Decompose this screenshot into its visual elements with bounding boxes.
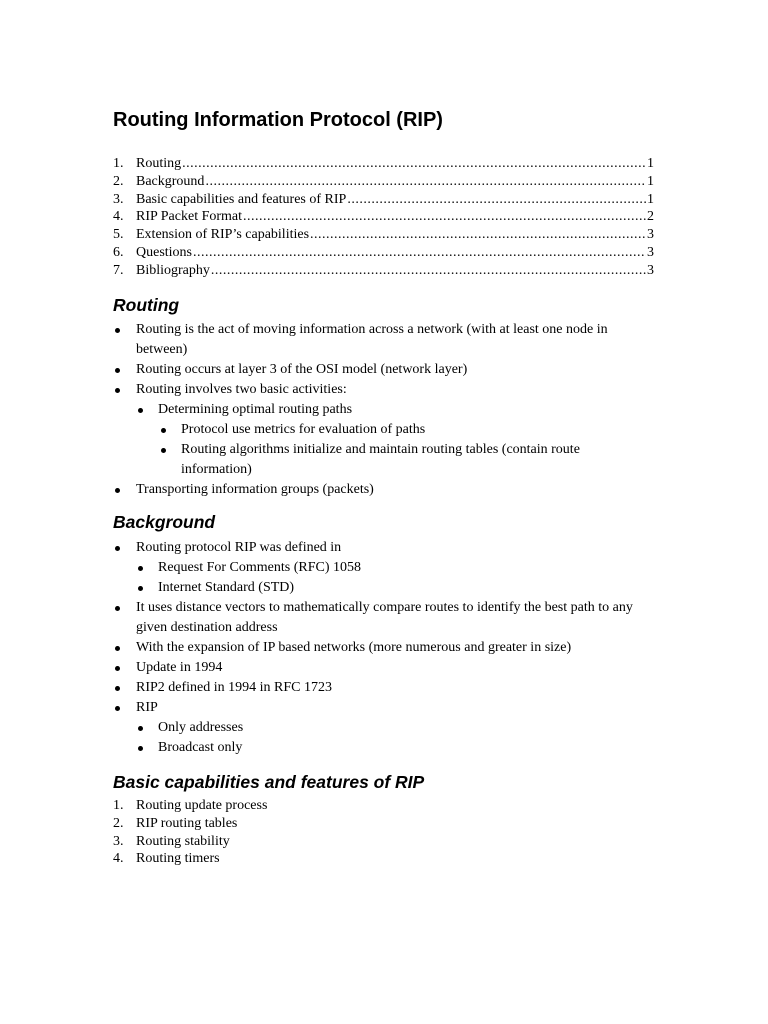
- list-item: [113, 850, 653, 868]
- bullet-icon: [115, 328, 120, 333]
- list-item-text: Routing algorithms initialize and maintain routing tables (contain route information): [181, 442, 580, 477]
- toc-number: 7.: [113, 262, 124, 278]
- list-item: [113, 738, 653, 758]
- bullet-icon: [115, 706, 120, 711]
- toc-leader-dots: [347, 191, 646, 209]
- list-item: [113, 538, 653, 558]
- toc-leader-dots: [211, 262, 646, 280]
- toc-page-number: 1: [647, 191, 654, 207]
- toc-label: Routing: [136, 156, 182, 171]
- bullet-icon: [115, 368, 120, 373]
- list-item-text: RIP: [136, 700, 158, 715]
- list-item-text: Broadcast only: [158, 740, 243, 755]
- list-item-text: Request For Comments (RFC) 1058: [158, 560, 362, 575]
- toc-item-routing[interactable]: [113, 155, 654, 173]
- list-item-text: Routing protocol RIP was defined in: [136, 540, 342, 555]
- bullet-icon: [138, 746, 143, 751]
- list-item: [113, 320, 653, 360]
- bullet-icon: [138, 726, 143, 731]
- toc-page-number: 1: [647, 173, 654, 189]
- list-item-text: Routing timers: [136, 851, 220, 867]
- bullet-icon: [138, 408, 143, 413]
- toc-item-background[interactable]: [113, 173, 654, 191]
- background-bullet-list: [113, 538, 653, 758]
- routing-bullet-list: [113, 320, 653, 500]
- list-item-text: Internet Standard (STD): [158, 580, 295, 595]
- toc-item-extension[interactable]: [113, 226, 654, 244]
- bullet-icon: [115, 666, 120, 671]
- list-item-text: Protocol use metrics for evaluation of paths: [181, 422, 426, 437]
- list-item: [113, 360, 653, 380]
- bullet-icon: [161, 428, 166, 433]
- toc-item-bibliography[interactable]: [113, 262, 654, 280]
- list-item-text: Transporting information groups (packets): [136, 482, 374, 497]
- bullet-icon: [115, 686, 120, 691]
- toc-number: 2.: [113, 173, 124, 189]
- toc-label: RIP Packet Format: [136, 209, 243, 225]
- toc-page-number: 3: [647, 262, 654, 278]
- list-item: [113, 698, 653, 718]
- section-heading-basic-capabilities: Basic capabilities and features of RIP: [113, 772, 425, 792]
- list-item-text: Update in 1994: [136, 660, 223, 675]
- list-item-text: Routing involves two basic activities:: [136, 382, 347, 397]
- toc-item-basic-capabilities[interactable]: [113, 191, 654, 209]
- table-of-contents: [113, 155, 654, 280]
- list-item: [113, 400, 653, 420]
- toc-item-questions[interactable]: [113, 244, 654, 262]
- toc-label: Questions: [136, 244, 192, 260]
- toc-leader-dots: [310, 226, 646, 244]
- section-heading-background: Background: [113, 512, 216, 532]
- list-number: 1.: [113, 798, 124, 813]
- list-item: [113, 440, 653, 480]
- toc-label: Bibliography: [136, 262, 210, 278]
- toc-label: Basic capabilities and features of RIP: [136, 191, 347, 207]
- toc-number: 1.: [113, 156, 124, 171]
- list-item-text: Determining optimal routing paths: [158, 402, 353, 417]
- toc-number: 6.: [113, 244, 124, 260]
- bullet-icon: [115, 646, 120, 651]
- section-heading-routing: Routing: [113, 295, 180, 315]
- list-item-text: RIP routing tables: [136, 815, 238, 831]
- list-number: 4.: [113, 851, 124, 867]
- list-item: [113, 480, 653, 500]
- list-item-text: RIP2 defined in 1994 in RFC 1723: [136, 680, 333, 695]
- list-item: [113, 658, 653, 678]
- toc-leader-dots: [243, 208, 646, 226]
- toc-label: Extension of RIP’s capabilities: [136, 227, 310, 243]
- toc-leader-dots: [182, 155, 646, 173]
- bullet-icon: [115, 546, 120, 551]
- list-item-text: Only addresses: [158, 720, 244, 735]
- document-title: Routing Information Protocol (RIP): [113, 109, 443, 131]
- list-item-text: Routing is the act of moving information across a network (with at least one node in between): [136, 322, 608, 357]
- toc-leader-dots: [193, 244, 646, 262]
- toc-number: 3.: [113, 191, 124, 207]
- basic-capabilities-list: [113, 797, 653, 868]
- list-item: [113, 815, 653, 833]
- bullet-icon: [115, 388, 120, 393]
- list-item-text: It uses distance vectors to mathematically compare routes to identify the best path to any given destination address: [136, 600, 633, 635]
- list-item: [113, 638, 653, 658]
- list-item-text: Routing occurs at layer 3 of the OSI model (network layer): [136, 362, 468, 377]
- list-item: [113, 797, 653, 815]
- list-item: [113, 380, 653, 400]
- list-number: 3.: [113, 833, 124, 849]
- toc-label: Background: [136, 173, 205, 189]
- bullet-icon: [138, 566, 143, 571]
- bullet-icon: [138, 586, 143, 591]
- list-item-text: Routing stability: [136, 833, 230, 849]
- list-number: 2.: [113, 815, 124, 831]
- toc-page-number: 3: [647, 244, 654, 260]
- bullet-icon: [115, 606, 120, 611]
- list-item: [113, 598, 653, 638]
- bullet-icon: [115, 488, 120, 493]
- list-item: [113, 578, 653, 598]
- list-item: [113, 558, 653, 578]
- toc-leader-dots: [205, 173, 646, 191]
- list-item: [113, 420, 653, 440]
- toc-page-number: 1: [647, 156, 654, 171]
- toc-number: 4.: [113, 209, 124, 225]
- list-item: [113, 678, 653, 698]
- bullet-icon: [161, 448, 166, 453]
- list-item: [113, 718, 653, 738]
- toc-number: 5.: [113, 227, 124, 243]
- toc-item-packet-format[interactable]: [113, 208, 654, 226]
- list-item-text: With the expansion of IP based networks (more numerous and greater in size): [136, 640, 572, 655]
- toc-page-number: 3: [647, 227, 654, 243]
- list-item: [113, 833, 653, 851]
- list-item-text: Routing update process: [136, 798, 268, 813]
- toc-page-number: 2: [647, 209, 654, 225]
